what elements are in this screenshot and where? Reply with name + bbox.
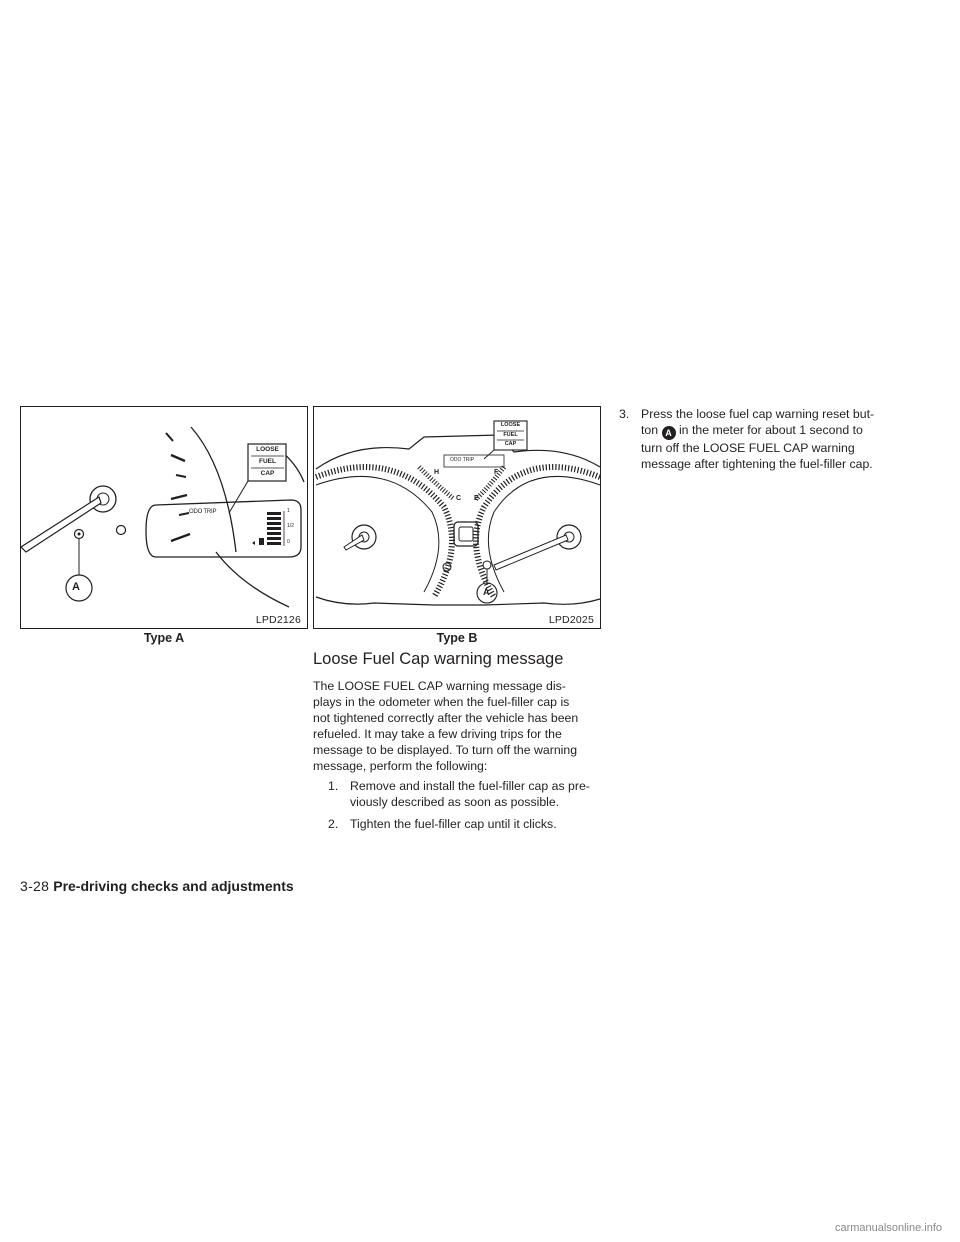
callout-a-marker: A (662, 426, 676, 440)
intro-line: message, perform the following: (313, 759, 488, 773)
odo-trip-label: ODO TRIP (189, 509, 217, 515)
cluster-type-a-illustration (21, 407, 309, 630)
display-label-cap: CAP (504, 441, 517, 447)
temp-cold-label: C (456, 495, 462, 502)
step-text: Tighten the fuel-filler cap until it clicks. (350, 817, 557, 831)
chapter-title: Pre-driving checks and adjustments (53, 878, 294, 894)
display-label-fuel: FUEL (503, 432, 518, 438)
display-label-fuel: FUEL (259, 458, 276, 465)
fuel-full-label: F (494, 469, 499, 476)
page-number: 3-28 (20, 878, 50, 894)
fuel-scale-empty: 0 (287, 539, 290, 545)
figure-type-a (20, 406, 308, 629)
step-text: Remove and install the fuel-filler cap as pre- viously described as soon as possible. (350, 779, 590, 809)
intro-line: message to be displayed. To turn off the warning (313, 743, 578, 757)
figure-caption-type-b: Type B (436, 631, 478, 645)
odo-trip-label: ODO TRIP (450, 457, 475, 463)
figure-code: LPD2025 (548, 614, 594, 626)
intro-line: plays in the odometer when the fuel-filler cap is (313, 695, 570, 709)
intro-line: The LOOSE FUEL CAP warning message dis- (313, 679, 566, 693)
step-1 (328, 778, 601, 812)
callout-a-label: A (72, 581, 80, 593)
figure-caption-type-a: Type A (143, 631, 185, 645)
step-number: 3. (619, 407, 630, 421)
display-label-loose: LOOSE (500, 422, 521, 428)
step-number: 1. (328, 779, 339, 793)
figure-type-b (313, 406, 601, 629)
intro-line: refueled. It may take a few driving trips for the (313, 727, 562, 741)
display-label-cap: CAP (260, 470, 275, 477)
display-label-loose: LOOSE (256, 446, 279, 453)
intro-paragraph (313, 678, 601, 774)
intro-line: not tightened correctly after the vehicle has been (313, 711, 579, 725)
step-text: Press the loose fuel cap warning reset but- ton A in the meter for about 1 second to turn off the LOOSE FUEL CAP warning message after tightening the fuel-filler cap. (641, 407, 875, 471)
figure-code: LPD2126 (255, 614, 301, 626)
cluster-type-b-illustration (314, 407, 602, 630)
step-number: 2. (328, 817, 339, 831)
section-heading: Loose Fuel Cap warning message (313, 650, 564, 668)
fuel-scale-full: 1 (287, 508, 290, 514)
page-footer (20, 878, 294, 894)
step-2 (328, 816, 601, 834)
watermark: carmanualsonline.info (834, 1222, 942, 1234)
fuel-scale-half: 1/2 (287, 523, 294, 529)
fuel-empty-label: E (474, 495, 479, 502)
callout-a-label: A (483, 587, 490, 597)
step-3 (619, 406, 909, 486)
temp-hot-label: H (434, 469, 440, 476)
